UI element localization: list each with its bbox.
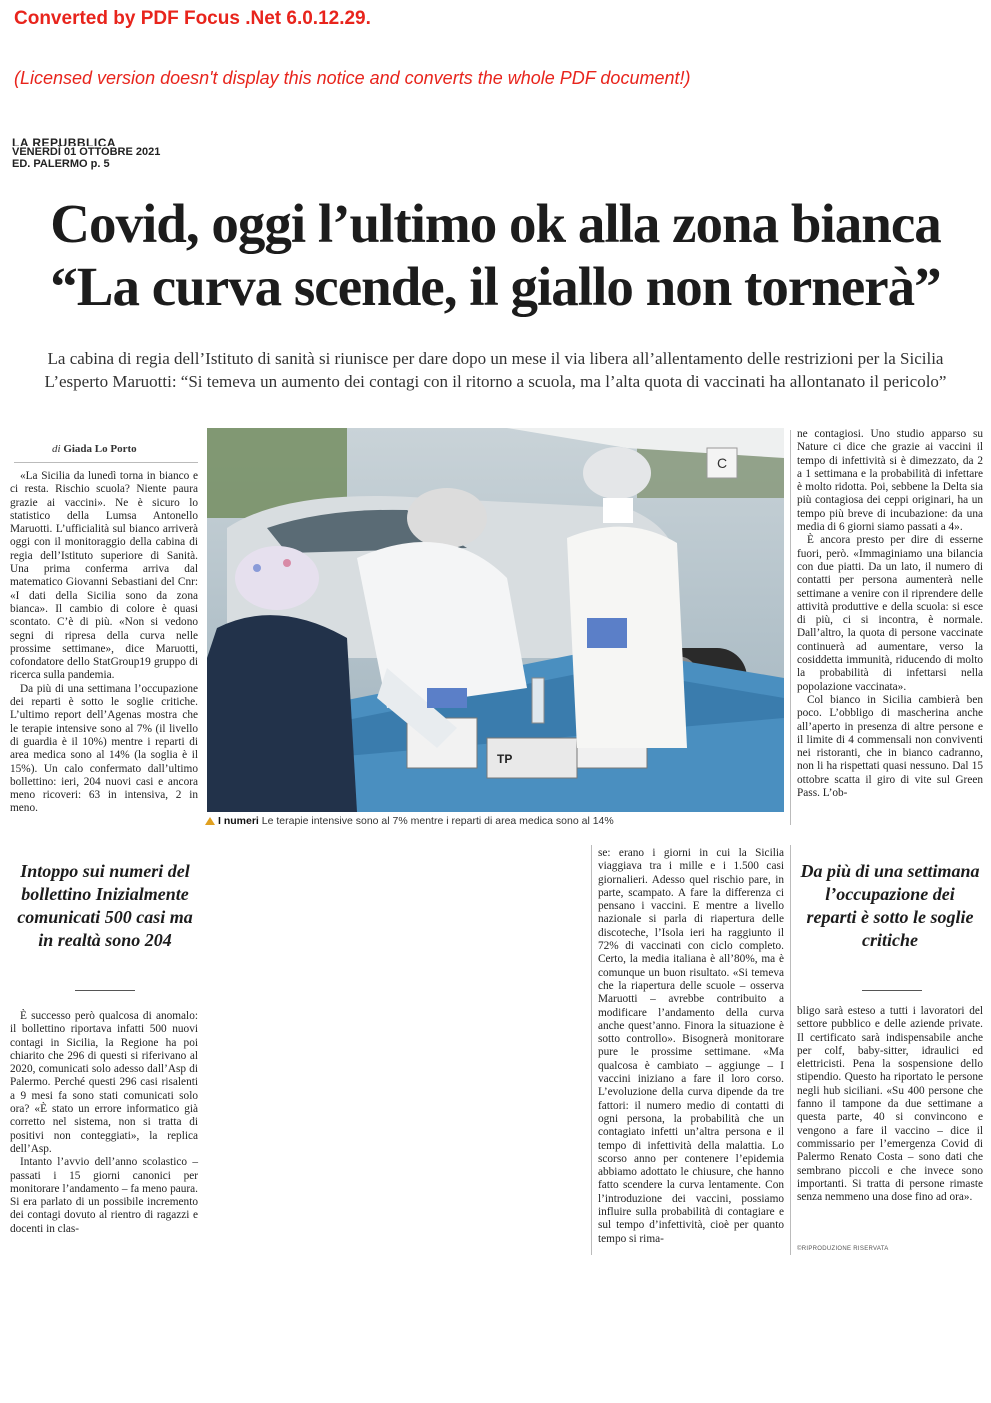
byline — [52, 443, 137, 455]
pullquote-left: Intoppo sui numeri del bollettino Inizialmente comunicati 500 casi ma in realtà sono 204 — [17, 861, 193, 950]
article-photo — [207, 428, 784, 812]
copyright-notice: ©RIPRODUZIONE RISERVATA — [797, 1246, 889, 1252]
masthead — [12, 137, 160, 170]
paragraph: È successo però qualcosa di anomalo: il bollettino riportava infatti 500 nuovi contagi in Sicilia, la Regione ha poi chiarito che 296 di questi si riferivano al 2020, comunicati solo adesso dall’Asp di Palermo. Perché questi 296 casi risalenti a 9 mesi fa sono stati comunicati solo ora? «È stato un errore informatico già corretto nel sistema, non si tratta di positivi non conteggiati», la replica dell’Asp. — [10, 1010, 198, 1155]
subheadline-line-1: La cabina di regia dell’Istituto di sanità si riunisce per dare dopo un mese il via libera all’allentamento delle restrizioni per la Sicilia — [47, 349, 944, 368]
publication-date: VENERDÌ 01 OTTOBRE 2021 — [12, 146, 161, 158]
column-separator — [591, 845, 592, 1255]
triangle-icon — [205, 817, 215, 825]
caption-label: I numeri — [218, 815, 259, 827]
pullquote-right: Da più di una settimana l’occupazione dei reparti è sotto le soglie critiche — [800, 861, 980, 950]
byline-prefix: di — [52, 443, 61, 455]
paragraph: «La Sicilia da lunedì torna in bianco e ci resta. Rischio scuola? Niente paura grazie ai vaccini». Ne è sicuro lo statistico della Lumsa Antonello Maruotti. L’ufficialità sul bianco arriverà oggi con il monitoraggio della cabina di regia dell’Istituto superiore di Sanità. Una prima conferma arriva dal matematico Giovanni Sebastiani del Cnr: «I dati della Sicilia sono da zona bianca». Il cambio di colore è quasi scontato. C’è di più. «Non si vedono segni di ripresa della curva nelle prossime settimane», dice Maruotti, cofondatore dello StatGroup19 gruppo di ricerca sulla pandemia. — [10, 470, 198, 682]
paragraph: È ancora presto per dire di esserne fuori, però. «Immaginiamo una bilancia con due piatti. Da un lato, il numero di contatti per persona aumenterà nelle settimane a venire con il riprendere delle attività produttive e della scuola: si esce di più, ci si incontra, è normale. Dall’altro, la quota di persone vaccinate continuerà ad aumentare, verso la cosiddetta immunità, riducendo di molto la probabilità di infettarsi nella popolazione vaccinata». — [797, 534, 983, 693]
paragraph: Da più di una settimana l’occupazione dei reparti è sotto le soglie critiche. L’ultimo report dell’Agenas mostra che le terapie intensive sono al 7% (il livello di guardia è il 10%) mentre i reparti di area medica sono al 14% (la soglia è il 15%). Un calo confermato dall’ultimo bollettino: ieri, 204 nuovi casi e ancora meno ricoveri: 63 in intensiva, 2 in meno. — [10, 682, 198, 815]
publication-name: LA REPUBBLICA — [12, 137, 117, 146]
paragraph: bligo sarà esteso a tutti i lavoratori del settore pubblico e delle aziende private. Il certificato sarà indispensabile anche per colf, baby-sitter, idraulici ed elettricisti. Pena la sospensione dello stipendio. Questo ha riportato le persone negli hub siciliani. «Su 400 persone che fanno il tampone da due settimane a questa parte, 40 si convincono e vengono a fare il vaccino – dice il commissario per l’emergenza Covid di Palermo Renato Costa – sono dati che sembrano piccoli e che invece sono importanti. Si tratta di persone rimaste senza nemmeno una dose fino ad ora». — [797, 1005, 983, 1204]
headline-line-2: “La curva scende, il giallo non tornerà” — [50, 256, 941, 317]
paragraph: Col bianco in Sicilia cambierà ben poco. L’obbligo di mascherina anche all’aperto in presenza di altre persone e il limite di 4 commensali non conviventi nei ristoranti, che in bianco cadranno, non li ha rispettati quasi nessuno. Dal 15 ottobre scatta il giro di vite sul Green Pass. L’ob- — [797, 693, 983, 800]
conversion-notice: Converted by PDF Focus .Net 6.0.12.29. — [14, 8, 371, 29]
column-1-text — [10, 470, 198, 816]
byline-divider — [14, 462, 198, 463]
paragraph: ne contagiosi. Uno studio apparso su Nature ci dice che grazie ai vaccini il tempo di infettività si è dimezzato, da 2 a 1 settimana e la probabilità di infettare è molto ridotta. Poi, sebbene la Delta sia più contagiosa dei ceppi originari, ha un tempo più breve di incubazione: da una media di 6 giorni siamo passati a 4». — [797, 428, 983, 534]
pullquote-divider — [862, 990, 922, 991]
box-label: TP — [497, 752, 513, 766]
headline-line-1: Covid, oggi l’ultimo ok alla zona bianca — [50, 193, 941, 254]
column-2-lower-text — [598, 847, 784, 1246]
edition-page: ED. PALERMO p. 5 — [12, 158, 110, 170]
column-3-lower-text — [797, 1005, 983, 1204]
subheadline-line-2: L’esperto Maruotti: “Si temeva un aumento dei contagi con il ritorno a scuola, ma l’alta quota di vaccinati ha allontanato il pericolo” — [44, 372, 947, 391]
column-1-lower-text — [10, 1010, 198, 1236]
byline-author: Giada Lo Porto — [63, 443, 137, 455]
column-separator — [790, 430, 791, 825]
paragraph: se: erano i giorni in cui la Sicilia viaggiava tra i mille e i 1.500 casi giornalieri. Adesso quel rischio pare, in parte, scampato. A fare la differenza ci pensano i vaccini. E mentre a livello nazionale si parla di riapertura delle discoteche, l’Isola ieri ha raggiunto il 72% di vaccinati con ciclo completo. Certo, la media italiana è all’80%, ma è comunque un buon risultato. «Si temeva che la riapertura delle scuole – osserva Maruotti – avrebbe contribuito a modificare l’andamento della curva anche quest’anno. Finora la situazione è sotto controllo». Bisognerà monitorare pure le prossime settimane. «Ma qualcosa è cambiato – aggiunge – I vaccini iniziano a fare il loro corso. L’evoluzione della curva dipende da tre fattori: il numero medio di contatti di ogni persona, la probabilità che un contagiato infetti un’altra persona e il tempo di infettività della malattia. Lo scorso anno per contenere l’epidemia abbiamo adottato le chiusure, che hanno fatto scendere la curva lentamente. Con l’introduzione dei vaccini, possiamo influire sulla probabilità di contagiare e sul tempo d’infettività, cioè per quanto tempo si rima- — [598, 847, 784, 1245]
column-separator — [790, 845, 791, 1255]
column-3-text — [797, 428, 983, 800]
healthcare-workers-image — [207, 428, 784, 812]
photo-sign: C — [717, 455, 728, 471]
license-notice: (Licensed version doesn't display this notice and converts the whole PDF document!) — [14, 68, 691, 88]
pullquote-divider — [75, 990, 135, 991]
paragraph: Intanto l’avvio dell’anno scolastico – passati i 15 giorni canonici per monitorare l’andamento – fa meno paura. Si era parlato di un possibile incremento dei contagi dovuto al rientro di ragazzi e docenti in clas- — [10, 1156, 198, 1235]
caption-text: Le terapie intensive sono al 7% mentre i reparti di area medica sono al 14% — [261, 815, 614, 827]
photo-caption — [205, 815, 614, 827]
